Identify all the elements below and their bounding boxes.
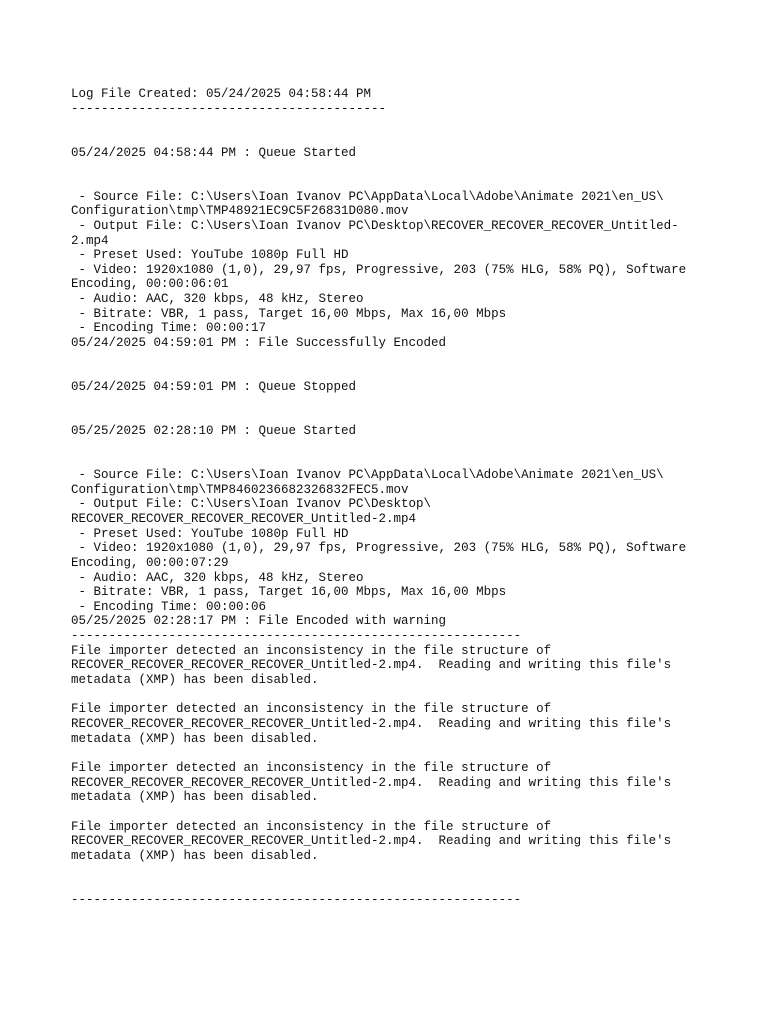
log-line: - Bitrate: VBR, 1 pass, Target 16,00 Mbps, Max 16,00 Mbps <box>71 306 507 321</box>
log-line: - Source File: C:\Users\Ioan Ivanov PC\AppData\Local\Adobe\Animate 2021\en_US\ <box>71 467 664 482</box>
log-line: - Output File: C:\Users\Ioan Ivanov PC\Desktop\RECOVER_RECOVER_RECOVER_Untitled- <box>71 218 679 233</box>
log-line: - Preset Used: YouTube 1080p Full HD <box>71 248 349 263</box>
log-line: 05/24/2025 04:58:44 PM : Queue Started <box>71 145 357 160</box>
blank-line <box>71 878 751 893</box>
log-line: - Preset Used: YouTube 1080p Full HD <box>71 526 349 541</box>
log-line: - Bitrate: VBR, 1 pass, Target 16,00 Mbps, Max 16,00 Mbps <box>71 585 507 600</box>
log-line: metadata (XMP) has been disabled. <box>71 848 319 863</box>
blank-line <box>71 409 751 424</box>
separator-line: ------------------------------------------------------------ <box>71 629 522 644</box>
log-line: 05/24/2025 04:59:01 PM : File Successfully Encoded <box>71 336 447 351</box>
blank-line <box>71 439 751 454</box>
log-line: File importer detected an inconsistency in the file structure of <box>71 819 552 834</box>
blank-line <box>71 395 751 410</box>
log-line: File importer detected an inconsistency in the file structure of <box>71 643 552 658</box>
log-line: - Encoding Time: 00:00:06 <box>71 599 267 614</box>
log-line: - Output File: C:\Users\Ioan Ivanov PC\Desktop\ <box>71 497 432 512</box>
log-line: 05/24/2025 04:59:01 PM : Queue Stopped <box>71 380 357 395</box>
log-line: - Video: 1920x1080 (1,0), 29,97 fps, Progressive, 203 (75% HLG, 58% PQ), Software <box>71 262 687 277</box>
log-line: Log File Created: 05/24/2025 04:58:44 PM <box>71 87 372 101</box>
log-line: File importer detected an inconsistency in the file structure of <box>71 761 552 775</box>
log-line: - Video: 1920x1080 (1,0), 29,97 fps, Progressive, 203 (75% HLG, 58% PQ), Software <box>71 541 687 556</box>
blank-line <box>71 688 751 703</box>
blank-line <box>71 805 751 820</box>
log-line: RECOVER_RECOVER_RECOVER_RECOVER_Untitled-2.mp4. Reading and writing this file's <box>71 775 672 790</box>
blank-line <box>71 365 751 380</box>
log-line: Encoding, 00:00:06:01 <box>71 277 229 292</box>
log-line: RECOVER_RECOVER_RECOVER_RECOVER_Untitled-2.mp4. Reading and writing this file's <box>71 834 672 849</box>
log-line: 2.mp4 <box>71 233 109 248</box>
blank-line <box>71 175 751 190</box>
blank-line <box>71 351 751 366</box>
log-line: Configuration\tmp\TMP8460236682326832FEC5.mov <box>71 482 409 497</box>
log-line: metadata (XMP) has been disabled. <box>71 790 319 805</box>
log-line: 05/25/2025 02:28:10 PM : Queue Started <box>71 423 357 438</box>
blank-line <box>71 131 751 146</box>
separator-line: ------------------------------------------------------------ <box>71 892 522 907</box>
log-line: - Source File: C:\Users\Ioan Ivanov PC\AppData\Local\Adobe\Animate 2021\en_US\ <box>71 189 664 204</box>
log-document <box>71 87 751 908</box>
log-line: Encoding, 00:00:07:29 <box>71 555 229 570</box>
log-line: RECOVER_RECOVER_RECOVER_RECOVER_Untitled-2.mp4. Reading and writing this file's <box>71 658 672 673</box>
log-line: Configuration\tmp\TMP48921EC9C5F26831D080.mov <box>71 204 409 219</box>
log-line: metadata (XMP) has been disabled. <box>71 731 319 746</box>
blank-line <box>71 116 751 131</box>
log-line: File importer detected an inconsistency in the file structure of <box>71 702 552 717</box>
blank-line <box>71 746 751 761</box>
log-line: metadata (XMP) has been disabled. <box>71 673 319 688</box>
blank-line <box>71 453 751 468</box>
log-line: - Audio: AAC, 320 kbps, 48 kHz, Stereo <box>71 570 364 585</box>
log-line: RECOVER_RECOVER_RECOVER_RECOVER_Untitled-2.mp4 <box>71 511 417 526</box>
log-line: 05/25/2025 02:28:17 PM : File Encoded with warning <box>71 614 447 629</box>
blank-line <box>71 160 751 175</box>
blank-line <box>71 864 751 879</box>
log-line: RECOVER_RECOVER_RECOVER_RECOVER_Untitled-2.mp4. Reading and writing this file's <box>71 717 672 732</box>
separator-line: ------------------------------------------ <box>71 101 387 116</box>
log-line: - Audio: AAC, 320 kbps, 48 kHz, Stereo <box>71 292 364 307</box>
log-line: - Encoding Time: 00:00:17 <box>71 321 267 336</box>
